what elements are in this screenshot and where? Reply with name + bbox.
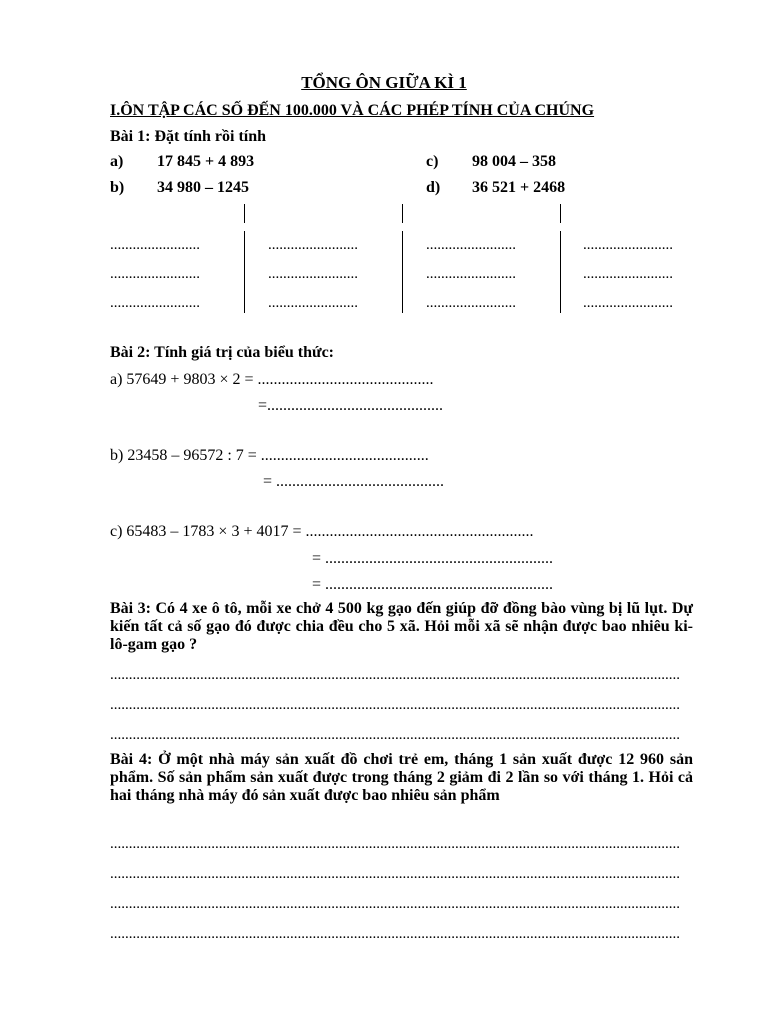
- answer-line: ........................................................................................................................................................: [110, 727, 680, 743]
- answer-dots: ........................: [426, 295, 516, 311]
- answer-line: ........................................................................................................................................................: [110, 836, 680, 852]
- exercise-1d-expr: 36 521 + 2468: [472, 179, 566, 196]
- exercise-2-heading: Bài 2: Tính giá trị của biểu thức:: [110, 344, 334, 361]
- exercise-1a-expr: 17 845 + 4 893: [157, 153, 255, 170]
- exercise-3-text: Bài 3: Có 4 xe ô tô, mỗi xe chở 4 500 kg gạo đến giúp đỡ đồng bào vùng bị lũ lụt. Dự kiến tất cả số gạo đó được chia đều cho 5 xã. Hỏi mỗi xã sẽ nhận được bao nhiêu ki-lô-gam gạo ?: [110, 600, 693, 653]
- exercise-2c-line: = .........................................................: [312, 576, 554, 593]
- exercise-1c-label: c): [426, 153, 439, 170]
- answer-line: ........................................................................................................................................................: [110, 896, 680, 912]
- exercise-2b-line: = ..........................................: [263, 473, 445, 490]
- exercise-1-heading: Bài 1: Đặt tính rồi tính: [110, 128, 267, 145]
- answer-dots: ........................: [268, 237, 358, 253]
- exercise-2a-line: =............................................: [258, 397, 444, 414]
- column-divider: [560, 231, 561, 313]
- answer-dots: ........................: [426, 266, 516, 282]
- answer-dots: ........................: [110, 266, 200, 282]
- answer-dots: ........................: [268, 266, 358, 282]
- exercise-1b-label: b): [110, 179, 125, 196]
- answer-dots: ........................: [583, 295, 673, 311]
- answer-line: ........................................................................................................................................................: [110, 866, 680, 882]
- column-divider: [560, 204, 561, 223]
- page-title: TỔNG ÔN GIỮA KÌ 1: [301, 73, 467, 92]
- answer-line: ........................................................................................................................................................: [110, 697, 680, 713]
- answer-dots: ........................: [110, 295, 200, 311]
- exercise-1b-expr: 34 980 – 1245: [157, 179, 249, 196]
- section-heading: I.ÔN TẬP CÁC SỐ ĐẾN 100.000 VÀ CÁC PHÉP TÍNH CỦA CHÚNG: [110, 102, 595, 119]
- answer-line: ........................................................................................................................................................: [110, 926, 680, 942]
- exercise-2c-line: c) 65483 – 1783 × 3 + 4017 = .........................................................: [110, 523, 534, 540]
- answer-dots: ........................: [268, 295, 358, 311]
- exercise-1c-expr: 98 004 – 358: [472, 153, 556, 170]
- column-divider: [402, 204, 403, 223]
- exercise-1d-label: d): [426, 179, 441, 196]
- answer-dots: ........................: [583, 237, 673, 253]
- answer-dots: ........................: [583, 266, 673, 282]
- column-divider: [402, 231, 403, 313]
- answer-dots: ........................: [110, 237, 200, 253]
- exercise-4-text: Bài 4: Ở một nhà máy sản xuất đồ chơi trẻ em, tháng 1 sản xuất được 12 960 sản phẩm. Số sản phẩm sản xuất được trong tháng 2 giảm đi 2 lần so với tháng 1. Hỏi cả hai tháng nhà máy đó sản xuất được bao nhiêu sản phẩm: [110, 751, 693, 804]
- exercise-2a-line: a) 57649 + 9803 × 2 = ............................................: [110, 371, 434, 388]
- column-divider: [244, 231, 245, 313]
- exercise-2c-line: = .........................................................: [312, 550, 554, 567]
- exercise-2b-line: b) 23458 – 96572 : 7 = ..........................................: [110, 447, 429, 464]
- column-divider: [244, 204, 245, 223]
- answer-line: ........................................................................................................................................................: [110, 667, 680, 683]
- answer-dots: ........................: [426, 237, 516, 253]
- exercise-1a-label: a): [110, 153, 124, 170]
